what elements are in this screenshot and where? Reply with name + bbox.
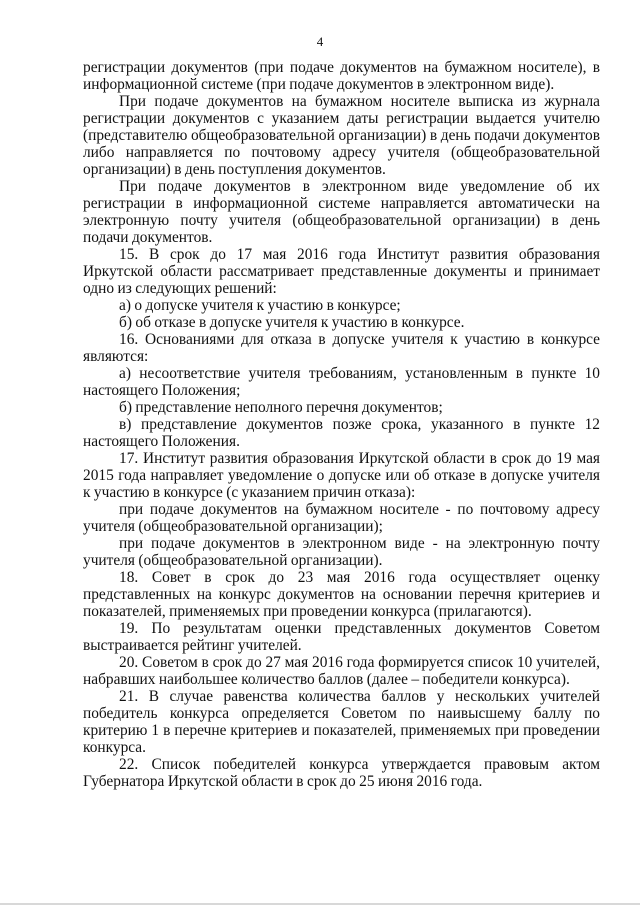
paragraph-electronic-submission-notice: При подаче документов в электронном виде уведомление об их регистрации в информационной системе направляется автоматически на электронную почту учителя (общеобразовательной организации) в день подачи документов. bbox=[83, 178, 600, 246]
paragraph-clause-18: 18. Совет в срок до 23 мая 2016 года осуществляет оценку представленных на конкурс документов на основании перечня критериев и показателей, применяемых при проведении конкурса (прилагаются). bbox=[83, 569, 600, 620]
paragraph-clause-22: 22. Список победителей конкурса утверждается правовым актом Губернатора Иркутской области в срок до 25 июня 2016 года. bbox=[83, 756, 600, 790]
paragraph-registration-record: регистрации документов (при подаче документов на бумажном носителе), в информационной системе (при подаче документов в электронном виде). bbox=[83, 59, 600, 93]
paragraph-clause-16-a: а) несоответствие учителя требованиям, установленным в пункте 10 настоящего Положения; bbox=[83, 365, 600, 399]
paragraph-clause-17: 17. Институт развития образования Иркутской области в срок до 19 мая 2015 года направляет уведомление о допуске или об отказе в допуске учителя к участию в конкурсе (с указанием причин отказа): bbox=[83, 450, 600, 501]
paragraph-clause-19: 19. По результатам оценки представленных документов Советом выстраивается рейтинг учителей. bbox=[83, 620, 600, 654]
paragraph-clause-15: 15. В срок до 17 мая 2016 года Институт развития образования Иркутской области рассматривает представленные документы и принимает одно из следующих решений: bbox=[83, 246, 600, 297]
document-body bbox=[83, 59, 600, 790]
paragraph-paper-submission-extract: При подаче документов на бумажном носителе выписка из журнала регистрации документов с указанием даты регистрации выдается учителю (представителю общеобразовательной организации) в день подачи документов либо направляется по почтовому адресу учителя (общеобразовательной организации) в день поступления документов. bbox=[83, 93, 600, 178]
paragraph-clause-17-paper: при подаче документов на бумажном носителе - по почтовому адресу учителя (общеобразовательной организации); bbox=[83, 501, 600, 535]
page-number: 4 bbox=[316, 34, 324, 49]
paragraph-clause-21: 21. В случае равенства количества баллов у нескольких учителей победитель конкурса определяется Советом по наивысшему баллу по критерию 1 в перечне критериев и показателей, применяемых при проведении конкурса. bbox=[83, 688, 600, 756]
paragraph-clause-16-b: б) представление неполного перечня документов; bbox=[119, 399, 443, 416]
paragraph-clause-17-electronic: при подаче документов в электронном виде - на электронную почту учителя (общеобразовательной организации). bbox=[83, 535, 600, 569]
paragraph-clause-15-a: а) о допуске учителя к участию в конкурсе; bbox=[119, 297, 401, 314]
paragraph-clause-16-c: в) представление документов позже срока, указанного в пункте 12 настоящего Положения. bbox=[83, 416, 600, 450]
paragraph-clause-16: 16. Основаниями для отказа в допуске учителя к участию в конкурсе являются: bbox=[83, 331, 600, 365]
paragraph-clause-20: 20. Советом в срок до 27 мая 2016 года формируется список 10 учителей, набравших наибольшее количество баллов (далее – победители конкурса). bbox=[83, 654, 600, 688]
paragraph-clause-15-b: б) об отказе в допуске учителя к участию в конкурсе. bbox=[119, 314, 465, 331]
